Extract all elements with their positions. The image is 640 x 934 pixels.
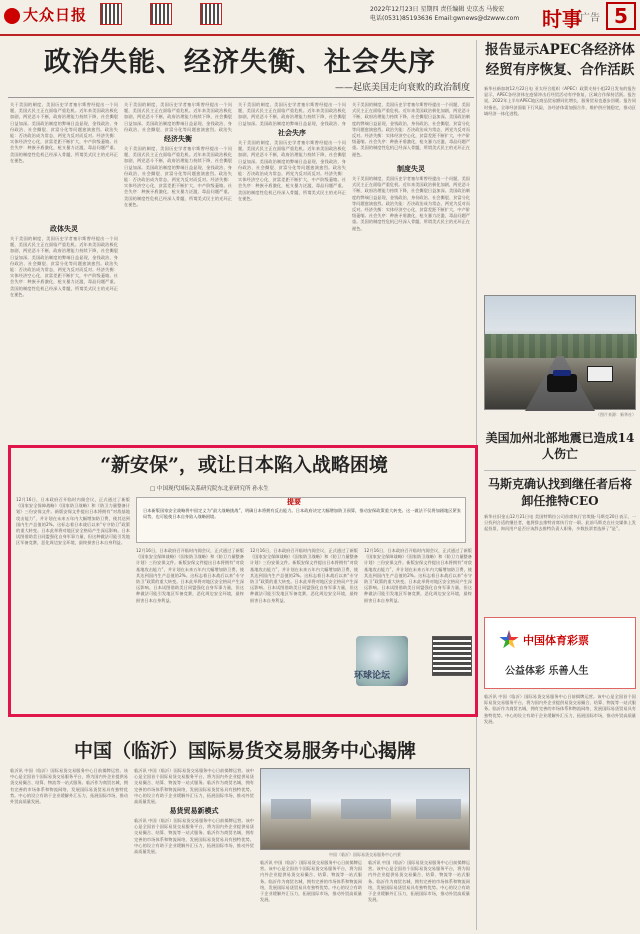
article-subhead: 政体失灵 [50, 224, 78, 233]
article-subhead: 制度失灵 [397, 164, 425, 173]
article-column: 关于美国的制度，美国历史学者塞尔斯曾经提出一个问题，美国式民主正在面临严重危机。近年来美国政治极化加剧，两党恶斗不断，政府治理能力持续下降，社会撕裂日益加深。美国政治制度的弊端日益显现，金钱政治、身份政治、社会撕裂、贫富分化等问题愈演愈烈。政治失能：否决政治成为常态，两党为反对而反对。经济失衡：实体经济空心化，贫富差距不断扩大，中产阶级萎缩。社会失序：种族矛盾激化，枪支暴力泛滥，毒品问题严重。美国的制度性危机已经深入骨髓，所谓美式民主的光环正在褪色。 [10, 236, 118, 297]
qr-code-icon [200, 3, 222, 25]
column-name: 环球论坛 [354, 671, 391, 681]
road-sign-icon [587, 366, 613, 382]
feature-headline: “新安保”，或让日本陷入战略困境 [100, 454, 388, 476]
feature-column: 12月16日，日本政府召开临时内阁会议，正式通过了新版《国家安全保障战略》《国家防卫战略》和《防卫力量整备计划》三份安保文件。新版安保文件提出日本将拥有“对敌基地攻击能力”，并计划在未来五年内大幅增加防卫费，使其达到国内生产总值的2%。这标志着日本战后以来“专守防卫”政策的重大转变。日本此举将对地区安全格局产生深远影响。日本试图借助美日同盟强化自身军事力量，但这种做法可能引发地区军备竞赛，恶化周边安全环境，最终损害日本自身利益。 [16, 497, 130, 546]
article-subhead: 社会失序 [278, 128, 306, 137]
paper-name: 大众日报 [23, 6, 88, 24]
article-column: 关于美国的制度，美国历史学者塞尔斯曾经提出一个问题，美国式民主正在面临严重危机。近年来美国政治极化加剧，两党恶斗不断，政府治理能力持续下降，社会撕裂日益加深。美国政治制度的弊端日益显现，金钱政治、身 [238, 102, 346, 126]
bottom-headline: 中国（临沂）国际易货交易服务中心揭牌 [73, 740, 416, 762]
article-column: 关于美国的制度，美国历史学者塞尔斯曾经提出一个问题，美国式民主正在面临严重危机。近年来美国政治极化加剧，两党恶斗不断，政府治理能力持续下降，社会撕裂日益加深。美国政治制度的弊端日益显现，金钱政治、身份政治、社会撕裂、贫富分化等问题愈演愈烈。政治失能：否决政治成为常态，两党为反对而反对。经济失衡：实体经济空心化，贫富差距不断扩大，中产阶级萎缩。社会失序：种族矛盾激化，枪支暴力泛滥，毒品问题严重。美国的制度性危机已经深入骨髓，所谓美式民主的光环正在褪色。 [10, 102, 118, 163]
edition-date: 2022年12月23日 星期四 责任编辑 史京杰 马俊宏 [370, 6, 505, 13]
lottery-name: 中国体育彩票 [523, 634, 589, 647]
bottom-column: 临沂讯 中国（临沂）国际易货交易服务中心日前揭牌运营。该中心是全国首个国际易货交易服务平台，将为国内外企业提供易货交易撮合、结算、物流等一站式服务。临沂作为商贸名城，拥有完善的市场体系和物流网络，发展国际易货贸易具有独特优势。中心的设立有助于企业缓解外汇压力，拓展国际市场，推动外贸高质量发展。 [134, 818, 254, 855]
page-number: 5 [606, 2, 636, 30]
news-photo [484, 295, 636, 410]
photo-shelf [416, 799, 461, 819]
page-header [0, 0, 640, 36]
qr-code-icon [100, 3, 122, 25]
article-column: 关于美国的制度，美国历史学者塞尔斯曾经提出一个问题，美国式民主正在面临严重危机。近年来美国政治极化加剧，两党恶斗不断，政府治理能力持续下降，社会撕裂日益加深。美国政治制度的弊端日益显现，金钱政治、身份政治、社会撕裂、贫富分化等问题愈演愈烈。政治失能：否决政治成为常态，两党为反对而反对。经济失衡：实体经济空心化，贫富差距不断扩大，中产阶级萎缩。社会失序：种族矛盾激化，枪支暴力泛滥，毒品问题严重。美国的制度性危机已经深入骨髓，所谓美式民主的光环正在褪色。 [124, 146, 232, 207]
feature-byline: □ 中国现代国际关系研究院东北亚研究所 孙永生 [150, 486, 269, 492]
musk-headline: 马斯克确认找到继任者后将卸任推特CEO [487, 477, 632, 508]
trade-photo-caption: 中国（临沂）国际易货交易服务中心内景 [329, 852, 401, 857]
article-column: 关于美国的制度，美国历史学者塞尔斯曾经提出一个问题，美国式民主正在面临严重危机。近年来美国政治极化加剧，两党恶斗不断，政府治理能力持续下降，社会撕裂日益加深。美国政治制度的弊端日益显现，金钱政治、身份政治、社会撕裂、贫富分化等问题愈演愈烈。政治失能：否决政治成为常态，两党为反对而反对。经济失衡：实体经济空心化，贫富差距不断扩大，中产阶级萎缩。社会失序：种族矛盾激化，枪支暴力泛滥，毒品问题严重。美国的制度性危机已经深入骨髓，所谓美式民主的光环正在褪色。 [352, 102, 470, 157]
trade-center-photo [260, 768, 470, 850]
feature-column: 12月16日，日本政府召开临时内阁会议，正式通过了新版《国家安全保障战略》《国家防卫战略》和《防卫力量整备计划》三份安保文件。新版安保文件提出日本将拥有“对敌基地攻击能力”，并计划在未来五年内大幅增加防卫费，使其达到国内生产总值的2%。这标志着日本战后以来“专守防卫”政策的重大转变。日本此举将对地区安全格局产生深远影响。日本试图借助美日同盟强化自身军事力量，但这种做法可能引发地区军备竞赛，恶化周边安全环境，最终损害日本自身利益。 [364, 548, 472, 603]
divider [484, 470, 636, 471]
divider [8, 97, 474, 98]
abstract-label: 提要 [287, 498, 301, 506]
globe-icon [356, 636, 408, 686]
musk-article-text: 新华社旧金山12月21日电 美国特斯拉公司首席执行官埃隆·马斯克20日表示，一旦找到合适的继任者，他将辞去推特首席执行官一职。此前马斯克在社交媒体上发起投票，询问用户是否应该辞去推特负责人职务，多数投票者选择了“是”。 [484, 514, 636, 532]
article-subhead: 经济失衡 [164, 134, 192, 143]
ad-label: 广告 [580, 13, 600, 24]
police-car-icon [547, 374, 577, 392]
photo-caption: （图片来源：新华社） [596, 412, 636, 417]
lottery-star-icon [499, 630, 519, 650]
apec-article-text: 新华社新加坡12月22日电 亚太经合组织（APEC）政策支持小组22日发布的报告显示，APEC各经济体在疫情冲击后经贸活动有序恢复，区域合作保持活跃。报告说，2022年上半年APEC地区商品贸易额同比增长，服务贸易也逐步回暖。报告同时指出，全球经济面临下行风险，各经济体需加强合作，维护供应链稳定，推动区域经济一体化进程。 [484, 86, 636, 116]
article-column: 关于美国的制度，美国历史学者塞尔斯曾经提出一个问题，美国式民主正在面临严重危机。近年来美国政治极化加剧，两党恶斗不断，政府治理能力持续下降，社会撕裂日益加深。美国政治制度的弊端日益显现，金钱政治、身份政治、社会撕裂、贫富分化等问题愈演愈烈。政治失能：否决政治成为常态，两党为反对而反对。经济失衡：实体经济空心化，贫富差距不断扩大，中产阶级萎缩。社会失序：种族矛盾激化，枪支暴力泛滥，毒品问题严重。美国的制度性危机已经深入骨髓，所谓美式民主的光环正在褪色。 [238, 140, 346, 201]
feature-column: 12月16日，日本政府召开临时内阁会议，正式通过了新版《国家安全保障战略》《国家防卫战略》和《防卫力量整备计划》三份安保文件。新版安保文件提出日本将拥有“对敌基地攻击能力”，并计划在未来五年内大幅增加防卫费，使其达到国内生产总值的2%。这标志着日本战后以来“专守防卫”政策的重大转变。日本此举将对地区安全格局产生深远影响。日本试图借助美日同盟强化自身军事力量，但这种做法可能引发地区军备竞赛，恶化周边安全环境，最终损害日本自身利益。 [250, 548, 358, 603]
article-column: 关于美国的制度，美国历史学者塞尔斯曾经提出一个问题，美国式民主正在面临严重危机。近年来美国政治极化加剧，两党恶斗不断，政府治理能力持续下降，社会撕裂日益加深。美国政治制度的弊端日益显现，金钱政治、身份政治、社会撕裂、贫富分化等问题愈演愈烈。政治失 [124, 102, 232, 132]
seal-icon [4, 8, 20, 24]
masthead-logo [4, 4, 87, 25]
right-bottom-text: 临沂讯 中国（临沂）国际易货交易服务中心日前揭牌运营。该中心是全国首个国际易货交易服务平台，将为国内外企业提供易货交易撮合、结算、物流等一站式服务。临沂作为商贸名城，拥有完善的市场体系和物流网络，发展国际易货贸易具有独特优势。中心的设立有助于企业缓解外汇压力，拓展国际市场，推动外贸高质量发展。 [484, 694, 636, 724]
lottery-ad [484, 617, 636, 689]
photo-shelf [341, 799, 391, 819]
photo-trees [485, 334, 637, 358]
contact-line: 电话(0531)85193636 Email:gwnews@dzwww.com [370, 15, 520, 22]
abstract-text: 日本新版国家安全战略将中国定义为“最大战略挑战”，明确日本将拥有反击能力。日本政府决定大幅增加防卫预算，推动安保政策重大转变。这一做法不仅将加剧地区紧张局势，也可能使日本自身陷入战略困境。 [143, 508, 461, 520]
photo-shelf [271, 799, 311, 819]
header-meta [370, 5, 540, 23]
bottom-column: 临沂讯 中国（临沂）国际易货交易服务中心日前揭牌运营。该中心是全国首个国际易货交易服务平台，将为国内外企业提供易货交易撮合、结算、物流等一站式服务。临沂作为商贸名城，拥有完善的市场体系和物流网络，发展国际易货贸易具有独特优势。中心的设立有助于企业缓解外汇压力，拓展国际市场，推动外贸高质量发展。 [10, 768, 128, 805]
bottom-column: 临沂讯 中国（临沂）国际易货交易服务中心日前揭牌运营。该中心是全国首个国际易货交易服务平台，将为国内外企业提供易货交易撮合、结算、物流等一站式服务。临沂作为商贸名城，拥有完善的市场体系和物流网络，发展国际易货贸易具有独特优势。中心的设立有助于企业缓解外汇压力，拓展国际市场，推动外贸高质量发展。 [260, 860, 362, 903]
main-headline: 政治失能、经济失衡、社会失序 [44, 47, 436, 78]
qr-code-icon [150, 3, 172, 25]
bottom-subhead: 易货贸易新模式 [169, 806, 219, 815]
bottom-column: 临沂讯 中国（临沂）国际易货交易服务中心日前揭牌运营。该中心是全国首个国际易货交易服务平台，将为国内外企业提供易货交易撮合、结算、物流等一站式服务。临沂作为商贸名城，拥有完善的市场体系和物流网络，发展国际易货贸易具有独特优势。中心的设立有助于企业缓解外汇压力，拓展国际市场，推动外贸高质量发展。 [368, 860, 470, 903]
abstract-box [136, 497, 466, 543]
section-name: 时事 [542, 7, 582, 31]
article-column: 关于美国的制度，美国历史学者塞尔斯曾经提出一个问题，美国式民主正在面临严重危机。近年来美国政治极化加剧，两党恶斗不断，政府治理能力持续下降，社会撕裂日益加深。美国政治制度的弊端日益显现，金钱政治、身份政治、社会撕裂、贫富分化等问题愈演愈烈。政治失能：否决政治成为常态，两党为反对而反对。经济失衡：实体经济空心化，贫富差距不断扩大，中产阶级萎缩。社会失序：种族矛盾激化，枪支暴力泛滥，毒品问题严重。美国的制度性危机已经深入骨髓，所谓美式民主的光环正在褪色。 [352, 176, 470, 231]
qr-code-icon [432, 636, 472, 676]
apec-headline: 报告显示APEC各经济体经贸有序恢复、合作活跃 [485, 42, 635, 78]
earthquake-headline: 美国加州北部地震已造成14人伤亡 [485, 431, 635, 461]
feature-column: 12月16日，日本政府召开临时内阁会议，正式通过了新版《国家安全保障战略》《国家防卫战略》和《防卫力量整备计划》三份安保文件。新版安保文件提出日本将拥有“对敌基地攻击能力”，并计划在未来五年内大幅增加防卫费，使其达到国内生产总值的2%。这标志着日本战后以来“专守防卫”政策的重大转变。日本此举将对地区安全格局产生深远影响。日本试图借助美日同盟强化自身军事力量，但这种做法可能引发地区军备竞赛，恶化周边安全环境，最终损害日本自身利益。 [136, 548, 244, 603]
main-subheadline: ——起底美国走向衰败的政治制度 [334, 83, 470, 93]
lottery-slogan: 公益体彩 乐善人生 [505, 666, 589, 677]
bottom-column: 临沂讯 中国（临沂）国际易货交易服务中心日前揭牌运营。该中心是全国首个国际易货交易服务平台，将为国内外企业提供易货交易撮合、结算、物流等一站式服务。临沂作为商贸名城，拥有完善的市场体系和物流网络，发展国际易货贸易具有独特优势。中心的设立有助于企业缓解外汇压力，拓展国际市场，推动外贸高质量发展。 [134, 768, 254, 804]
